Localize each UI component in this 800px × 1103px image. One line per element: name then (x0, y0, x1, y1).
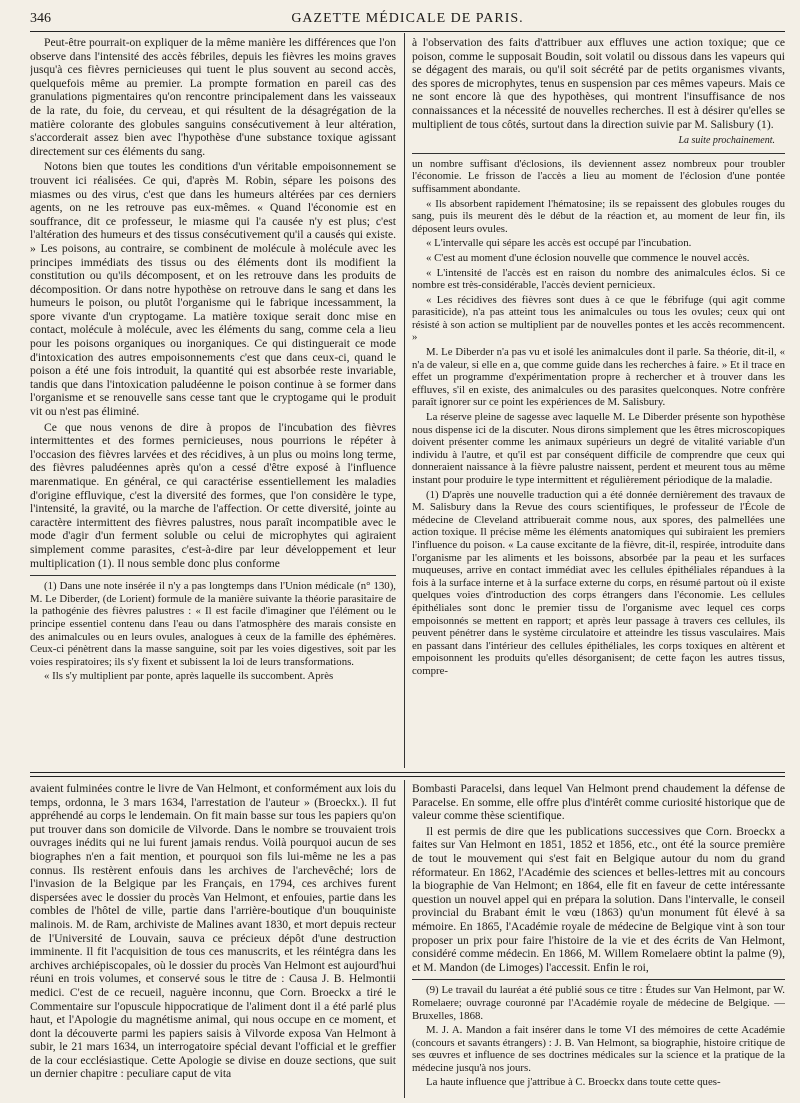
body-paragraph: Notons bien que toutes les conditions d'un véritable empoisonnement se trouvent ici réalisées. Ce qui, d'après M. Robin, sépare les poisons des miasmes ou des virus, c'est que dans les humeurs altérées par ces derniers agents, on ne les retrouve pas eux-mêmes. « Quand l'économie est en souffrance, dit ce professeur, le miasme qui l'a causée n'y est plus; c'est l'altération des humeurs et des tissus consécutivement qu'il a causés qui existe. » Les poisons, au contraire, se combinent de molécule à molécule avec les principes immédiats des tissus ou des éléments dont ils modifient la constitution ou qu'ils décomposent, et on les retrouve dans les produits de décomposition. Or dans notre hypothèse on retrouve dans le sang et dans les humeurs le poison, ou plutôt l'organisme qui le fabrique incessamment, la spore vivante d'un cryptogame. La matière toxique serait donc mise en contact, molécule à molécule, avec les éléments du sang, comme cela a lieu pour les poisons organiques ou inorganiques. Ce qui distinguerait ce mode d'intoxication des autres empoisonnements c'est que dans ceux-ci, quand le poison a été une fois introduit, la quantité qui est absorbée reste invariable, tandis que dans l'intoxication paludéenne le poison continue à se former dans l'organisme et se renouvelle sans cesse tant que le cryptogame qui le produit vit ou n'est pas éliminé. (30, 160, 396, 419)
body-paragraph: avaient fulminées contre le livre de Van Helmont, et conformément aux lois du temps, ordonna, le 3 mars 1634, l'arrestation de l'auteur » (Broeckx.). Il fut appréhendé au corps le lendemain. On fit main basse sur tous les papiers qu'on put trouver dans son domicile de Vilvorde. Dans le nombre se trouvaient trois ouvrages inédits qui ne lui furent jamais rendus. Voilà pourquoi aucun de ses biographes n'en a fait mention, et pourquoi son fils lui-même ne les a pas connus. Ils restèrent enfouis dans les archives de l'archevêché; lors de l'invasion de la Belgique par les Français, en 1794, ces archives furent dispersées avec le dossier du procès Van Helmont, et enfouies, partie dans les combles de l'hôtel de ville, partie dans l'arrière-boutique d'un bouquiniste malinois. M. de Ram, archiviste de Malines avant 1830, et mort depuis recteur de l'Université de Louvain, sauva ce précieux dépôt d'une destruction imminente. Il fit l'acquisition de tous ces manuscrits, et les réintégra dans les archives archiépiscopales, où le dossier du procès Van Helmont est aujourd'hui réuni en trois volumes, et conservé sous le titre de : Causa J. B. Helmontii medici. C'est de ce recueil, naguère inconnu, que Corn. Broeckx a tiré le Commentaire sur l'opuscule hippocratique de l'aliment dont il a été parlé plus haut, et l'Apologie du magnétisme animal, qui nous occupe en ce moment, et dont la découverte parmi les papiers saisis à Vilvorde exposa Van Helmont à subir, le 21 mars 1634, un interrogatoire spécial devant l'official et le greffier de la cour ecclésiastique. Cette Apologie se divise en douze sections, que suit un dernier chapitre : peculiare caput de vita (30, 782, 396, 1081)
footnote-paragraph: « L'intervalle qui sépare les accès est occupé par l'incubation. (426, 237, 692, 250)
column-divider-bottom (404, 780, 405, 1098)
footnote-paragraph: (9) Le travail du lauréat a été publié sous ce titre : Études sur Van Helmont, par W. Romelaere; ouvrage couronné par l'Académie royale de médecine de Belgique. — Bruxelles, 1868. (412, 984, 785, 1022)
footnote-block (30, 580, 396, 683)
footnote-paragraph: M. Le Diberder n'a pas vu et isolé les animalcules dont il parle. Sa théorie, dit-il, « n'a de valeur, si elle en a, que comme guide dans les recherches à faire. » Et il trace en effet un programme d'expérimentation propre à rechercher et à trouver dans les effluves, s'il en existe, des animalcules ou des parasites quelconques. Notre confrère paraît ignorer sur ce point les expériences de M. Salisbury. (412, 346, 785, 409)
footnote-paragraph: (1) D'après une nouvelle traduction qui a été donnée dernièrement des travaux de M. Salisbury dans la Revue des cours scientifiques, le professeur de l'École de médecine de Cleveland attribuerait comme nous, aux spores, des palmellées une action toxique. Il précise même les éléments anatomiques qui subiraient les premiers l'influence du poison. « La cause excitante de la fièvre, dit-il, respirée, introduite dans l'organisme par les aliments et les boissons, absorbée par la peau et les surfaces muqueuses, arrive en contact immédiat avec les cellules épithéliales répandues à la fois à la surface interne et à la surface externe du corps, en résumé partout où il existe quelques voies d'introduction des corps étrangers dans l'économie. Les cellules épithéliales sont donc le premier tissu de l'organisme avec lequel ces corps empoisonnés se mettent en rapport; et après leur passage à travers ces cellules, ils peuvent pénétrer dans le système circulatoire et atteindre les tissus vasculaires. Mais en passant dans l'intérieur des cellules épithéliales, les corps toxiques en altèrent et empoisonnent les produits qu'elles désorganisent; de cette façon les autres tissus, compre- (412, 488, 785, 677)
section-divider (30, 772, 785, 773)
bottom-right-column (412, 782, 785, 1098)
footnote-paragraph: un nombre suffisant d'éclosions, ils deviennent assez nombreux pour troubler l'économie. Le frisson de l'accès a lieu au moment de l'éclosion d'une pontée suffisamment abondante. (412, 157, 785, 195)
top-left-column (30, 36, 396, 768)
footnote-paragraph: « Ils s'y multiplient par ponte, après laquelle ils succombent. Après (44, 670, 334, 683)
footnote-continuation (412, 158, 785, 678)
footnote-rule (412, 979, 785, 980)
body-paragraph: Peut-être pourrait-on expliquer de la même manière les différences que l'on observe dans l'intensité des accès fébriles, depuis les fièvres les moins graves jusqu'à ces fièvres pernicieuses qui tuent le plus souvent au second accès, quelquefois même au premier. La prompte formation en pareil cas des granulations pigmentaires qu'on rencontre principalement dans les vaisseaux de la rate, du foie, du cerveau, et qui résultent de la désagrégation de la matière colorante des globules sanguins consécutivement à leur altération, s'accorderait assez bien avec l'hypothèse d'une substance toxique agissant directement sur ces éléments du sang. (30, 36, 396, 158)
column-divider-top (404, 33, 405, 768)
body-paragraph: à l'observation des faits d'attribuer aux effluves une action toxique; que ce poison, comme le supposait Boudin, soit volatil ou dissous dans les vapeurs qui se dégagent des marais, ou qu'il soit sécrété par de petits organismes vivants, des spores de microphytes, tenus en suspension par ces mêmes vapeurs. Mais ce ne sont encore là que des hypothèses, qui montrent l'insuffisance de nos connaissances et la nécessité de nouvelles recherches. Il est à désirer qu'elles se multiplient de tous côtés, surtout dans la direction suivie par M. Salisbury (1). (412, 36, 785, 131)
section-rule (412, 153, 785, 154)
header-rule (30, 31, 785, 32)
page-number: 346 (30, 11, 51, 26)
footnote-paragraph: « Ils absorbent rapidement l'hématosine; ils se repaissent des globules rouges du sang, puis ils meurent dès le début de la réaction et, au moment de leur fin, ils déposent leurs ovules. (412, 197, 785, 235)
footnote-block (412, 984, 785, 1089)
top-right-column (412, 36, 785, 768)
page-header (30, 8, 785, 30)
body-paragraph: Il est permis de dire que les publications successives que Corn. Broeckx a faites sur Van Helmont en 1851, 1852 et 1856, etc., ont été la source première de tout le mouvement qui s'est fait en Belgique autour du nom du grand réformateur. En 1862, l'Académie des sciences et belles-lettres mit au concours la biographie de Van Helmont; en 1864, elle fit en faveur de cette intéressante question un nouvel appel qui en prépara la solution. Dans l'intervalle, le conseil provincial du Brabant émit le vœu (1863) qu'un monument fût élevé à sa mémoire. En 1865, l'Académie royale de médecine de Belgique vint à son tour proposer un prix pour faire l'histoire de la vie et des écrits de Van Helmont, considéré comme médecin. En 1866, M. Willem Romelaere obtint la palme (9), et M. Mandon (de Limoges) l'accessit. Enfin le roi, (412, 824, 785, 974)
footnote-paragraph: (1) Dans une note insérée il n'y a pas longtemps dans l'Union médicale (n° 130), M. Le Diberder, (de Lorient) formule de la manière suivante la théorie parasitaire de la pathogénie des fièvres palustres : « Il est facile d'imaginer que l'élément ou le principe essentiel contenu dans l'eau ou dans l'atmosphère des marais consiste en des animalcules ou en leurs ovules, analogues à ceux de la famille des éphémères. Ceux-ci pénètrent dans la masse sanguine, soit par les voies digestives, soit par les voies respiratoires; ils s'y fixent et subissent la loi de leurs transformations. (30, 580, 396, 668)
footnote-paragraph: La réserve pleine de sagesse avec laquelle M. Le Diberder présente son hypothèse nous dispense ici de la discuter. Nous dirons simplement que les êtres microscopiques doivent présenter comme les animaux supérieurs un degré de vitalité variable d'un individu à l'autre, et qu'il est par conséquent difficile de comprendre que ceux qui donneraient naissance à la fièvre palustre naissent, perdent et meurent tous au même instant pour produire le type intermittent et régulièrement périodique de la maladie. (412, 411, 785, 486)
footnote-paragraph: « Les récidives des fièvres sont dues à ce que le fébrifuge (qui agit comme parasiticide), n'a pas atteint tous les animalcules ou tous les ovules; ceux qui ont résisté à son action se multiplient par de nouvelles pontes et les accès recommencent. » (412, 293, 785, 344)
body-paragraph: Ce que nous venons de dire à propos de l'incubation des fièvres intermittentes et des formes pernicieuses, nous pourrions le répéter à l'occasion des fièvres larvées et des récidives, à un plus ou moins long terme, des fièvres paludéennes après qu'on a cessé d'être exposé à l'influence marenmatique. En général, ce qui caractérise essentiellement les maladies d'origine effluvique, c'est la diversité des formes, que l'on considère le type, l'intensité, la gravité, ou la marche de l'affection. Or cette diversité, jointe au caractère intermittent des fièvres palustres, nous paraît incompatible avec le mode d'agir d'un ferment soluble ou celui de microphytes qui agiraient simplement comme parasites, c'est-à-dire par leur développement et leur multiplication (1). Il nous semble donc plus conforme (30, 420, 396, 570)
footnote-paragraph: M. J. A. Mandon a fait insérer dans le tome VI des mémoires de cette Académie (concours et savants étrangers) : J. B. Van Helmont, sa biographie, histoire critique de ses œuvres et influence de ses doctrines médicales sur la science et la pratique de la médecine jusqu'à nos jours. (412, 1024, 785, 1074)
bottom-left-column (30, 782, 396, 1098)
continuation-note: La suite prochainement. (678, 135, 775, 147)
footnote-paragraph: « C'est au moment d'une éclosion nouvelle que commence le nouvel accès. (426, 251, 750, 264)
section-divider-thin (30, 776, 785, 777)
footnote-paragraph: La haute influence que j'attribue à C. Broeckx dans toute cette ques- (426, 1076, 721, 1089)
footnote-rule (30, 575, 396, 576)
footnote-paragraph: « L'intensité de l'accès est en raison du nombre des animalcules éclos. Si ce nombre est très-considérable, l'accès devient pernicieux. (412, 266, 785, 292)
journal-title: GAZETTE MÉDICALE DE PARIS. (291, 11, 524, 26)
body-paragraph: Bombasti Paracelsi, dans lequel Van Helmont prend chaudement la défense de Paracelse. En somme, elle offre plus d'intérêt comme curiosité historique que de valeur comme thèse scientifique. (412, 782, 785, 823)
